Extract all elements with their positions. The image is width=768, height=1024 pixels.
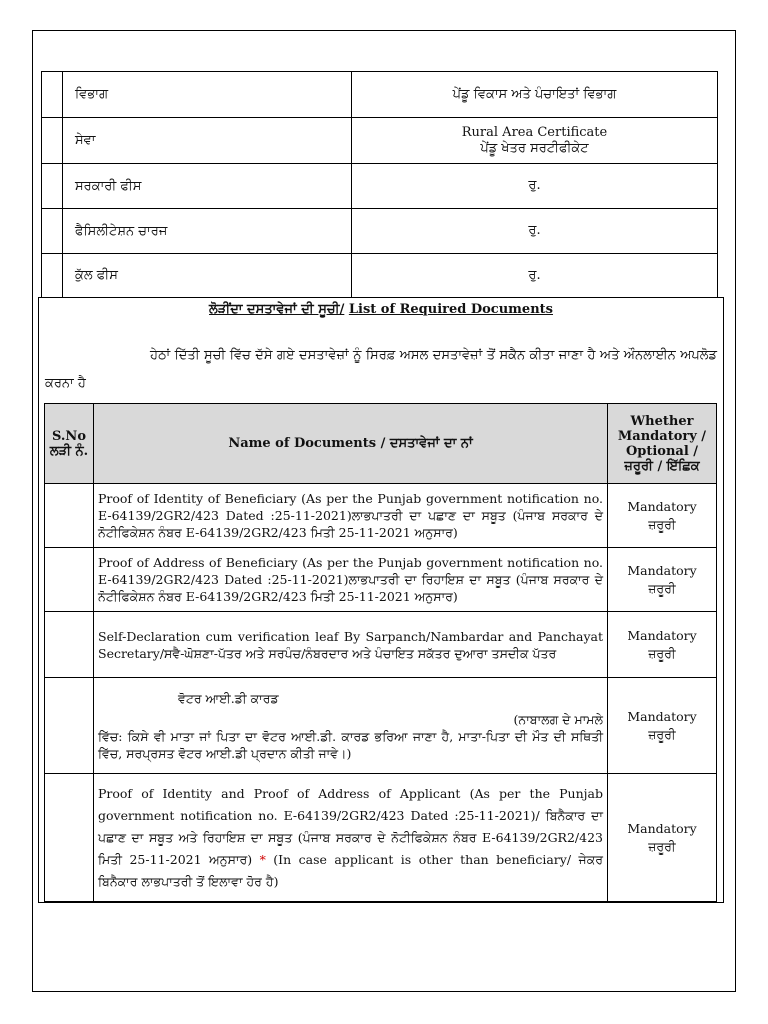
row-document-name-suffix: (In case applicant is other than beneficiary/ ਜੇਕਰ ਬਿਨੈਕਾਰ ਲਾਭਪਾਤਰੀ ਤੋਂ ਇਲਾਵਾ ਹੋਰ ਹੈ) [98,851,603,889]
documents-title [39,302,723,317]
service-info-table [41,71,718,298]
documents-title-pa: ਲੋੜੀਂਦਾ ਦਸਤਾਵੇਜਾਂ ਦੀ ਸੂਚੀ/ [209,302,345,317]
row-sno [45,774,94,902]
info-row-department [42,72,718,118]
row-status-pa: ਜ਼ਰੂਰੀ [648,516,676,532]
info-label: ਕੁੱਲ ਫੀਸ [63,254,352,298]
row-status-en: Mandatory [627,562,697,578]
required-documents-table [44,403,717,902]
table-row [45,548,717,612]
info-label: ਸੇਵਾ [63,118,352,164]
row-document-name: Proof of Address of Beneficiary (As per the Punjab government notification no. E-64139/2GR2/423 Dated :25-11-2021)ਲਾਭਪਾਤਰੀ ਦਾ ਰਿਹਾਇਸ਼ ਦਾ ਸਬੂਤ (ਪੰਜਾਬ ਸਰਕਾਰ ਦੇ ਨੋਟੀਫਿਕੇਸ਼ਨ ਨੰਬਰ E-64139/2GR2/423 ਮਿਤੀ 25-11-2021 ਅਨੁਸਾਰ) [94,548,608,612]
row-sno [45,548,94,612]
info-value: ਪੇਂਡੂ ਵਿਕਾਸ ਅਤੇ ਪੰਚਾਇਤਾਂ ਵਿਭਾਗ [352,72,718,118]
table-row [45,484,717,548]
header-document-name: Name of Documents / ਦਸਤਾਵੇਜਾਂ ਦਾ ਨਾਂ [94,404,608,484]
row-status-en: Mandatory [627,820,697,836]
info-label: ਸਰਕਾਰੀ ਫੀਸ [63,164,352,209]
documents-title-en: List of Required Documents [348,302,553,317]
info-label: ਫੈਸਿਲੀਟੇਸ਼ਨ ਚਾਰਜ [63,209,352,254]
row-status-pa: ਜ਼ਰੂਰੀ [648,580,676,596]
info-row-facilitation-charge [42,209,718,254]
row-status-pa: ਜ਼ਰੂਰੀ [648,838,676,854]
table-row [45,774,717,902]
row-document-name-line3: ਵਿੱਚ: ਕਿਸੇ ਵੀ ਮਾਤਾ ਜਾਂ ਪਿਤਾ ਦਾ ਵੋਟਰ ਆਈ.ਡੀ. ਕਾਰਡ ਭਰਿਆ ਜਾਣਾ ਹੈ, ਮਾਤਾ-ਪਿਤਾ ਦੀ ਮੌਤ ਦੀ ਸਥਿਤੀ ਵਿੱਚ, ਸਰਪ੍ਰਸਤ ਵੋਟਰ ਆਈ.ਡੀ ਪ੍ਰਦਾਨ ਕੀਤੀ ਜਾਵੇ।) [98,728,603,761]
info-value: ਰੁ. [352,164,718,209]
row-sno [45,612,94,678]
info-row-total-fee [42,254,718,298]
row-sno [45,484,94,548]
info-label: ਵਿਭਾਗ [63,72,352,118]
row-document-name: Proof of Identity of Beneficiary (As per the Punjab government notification no. E-64139/2GR2/423 Dated :25-11-2021)ਲਾਭਪਾਤਰੀ ਦਾ ਪਛਾਣ ਦਾ ਸਬੂਤ (ਪੰਜਾਬ ਸਰਕਾਰ ਦੇ ਨੋਟੀਫਿਕੇਸ਼ਨ ਨੰਬਰ E-64139/2GR2/423 ਮਿਤੀ 25-11-2021 ਅਨੁਸਾਰ) [94,484,608,548]
table-row [45,678,717,774]
row-status-pa: ਜ਼ਰੂਰੀ [648,726,676,742]
row-document-name-line2: (ਨਾਬਾਲਗ ਦੇ ਮਾਮਲੇ [513,711,603,727]
info-row-service [42,118,718,164]
row-document-name: Proof of Identity and Proof of Address of Applicant (As per the Punjab government notification no. E-64139/2GR2/423 Dated :25-11-2021)/ ਬਿਨੈਕਾਰ ਦਾ ਪਛਾਣ ਦਾ ਸਬੂਤ ਅਤੇ ਰਿਹਾਇਸ਼ ਦਾ ਸਬੂਤ (ਪੰਜਾਬ ਸਰਕਾਰ ਦੇ ਨੋਟੀਫਿਕੇਸ਼ਨ ਨੰਬਰ E-64139/2GR2/423 ਮਿਤੀ 25-11-2021 ਅਨੁਸਾਰ) [98,785,603,867]
info-value-en: Rural Area Certificate [461,124,608,140]
header-sno: S.No ਲੜੀ ਨੰ. [45,404,94,484]
header-mandatory: Whether Mandatory / Optional / ਜ਼ਰੂਰੀ / ਇੱਛਿਕ [608,404,717,484]
table-row [45,612,717,678]
info-value: ਰੁ. [352,254,718,298]
row-asterisk: * [259,851,266,867]
row-status-en: Mandatory [627,498,697,514]
row-status-en: Mandatory [627,708,697,724]
row-document-name-line1: ਵੋਟਰ ਆਈ.ਡੀ ਕਾਰਡ [178,690,279,706]
row-sno [45,678,94,774]
info-row-govt-fee [42,164,718,209]
info-value: ਰੁ. [352,209,718,254]
row-status-pa: ਜ਼ਰੂਰੀ [648,645,676,661]
table-header-row [45,404,717,484]
info-value: ਪੇਂਡੂ ਖੇਤਰ ਸਰਟੀਫੀਕੇਟ [480,140,589,156]
row-document-name: Self-Declaration cum verification leaf By Sarpanch/Nambardar and Panchayat Secretary/ਸਵੈ-ਘੋਸ਼ਣਾ-ਪੱਤਰ ਅਤੇ ਸਰਪੰਚ/ਨੰਬਰਦਾਰ ਅਤੇ ਪੰਚਾਇਤ ਸਕੱਤਰ ਦੁਆਰਾ ਤਸਦੀਕ ਪੱਤਰ [94,612,608,678]
documents-intro: ਹੇਠਾਂ ਦਿੱਤੀ ਸੂਚੀ ਵਿੱਚ ਦੱਸੇ ਗਏ ਦਸਤਾਵੇਜ਼ਾਂ ਨੂੰ ਸਿਰਫ਼ ਅਸਲ ਦਸਤਾਵੇਜ਼ਾਂ ਤੋਂ ਸਕੈਨ ਕੀਤਾ ਜਾਣਾ ਹੈ ਅਤੇ ਔਨਲਾਈਨ ਅਪਲੋਡ ਕਰਨਾ ਹੈ [45,348,717,391]
row-status-en: Mandatory [627,627,697,643]
